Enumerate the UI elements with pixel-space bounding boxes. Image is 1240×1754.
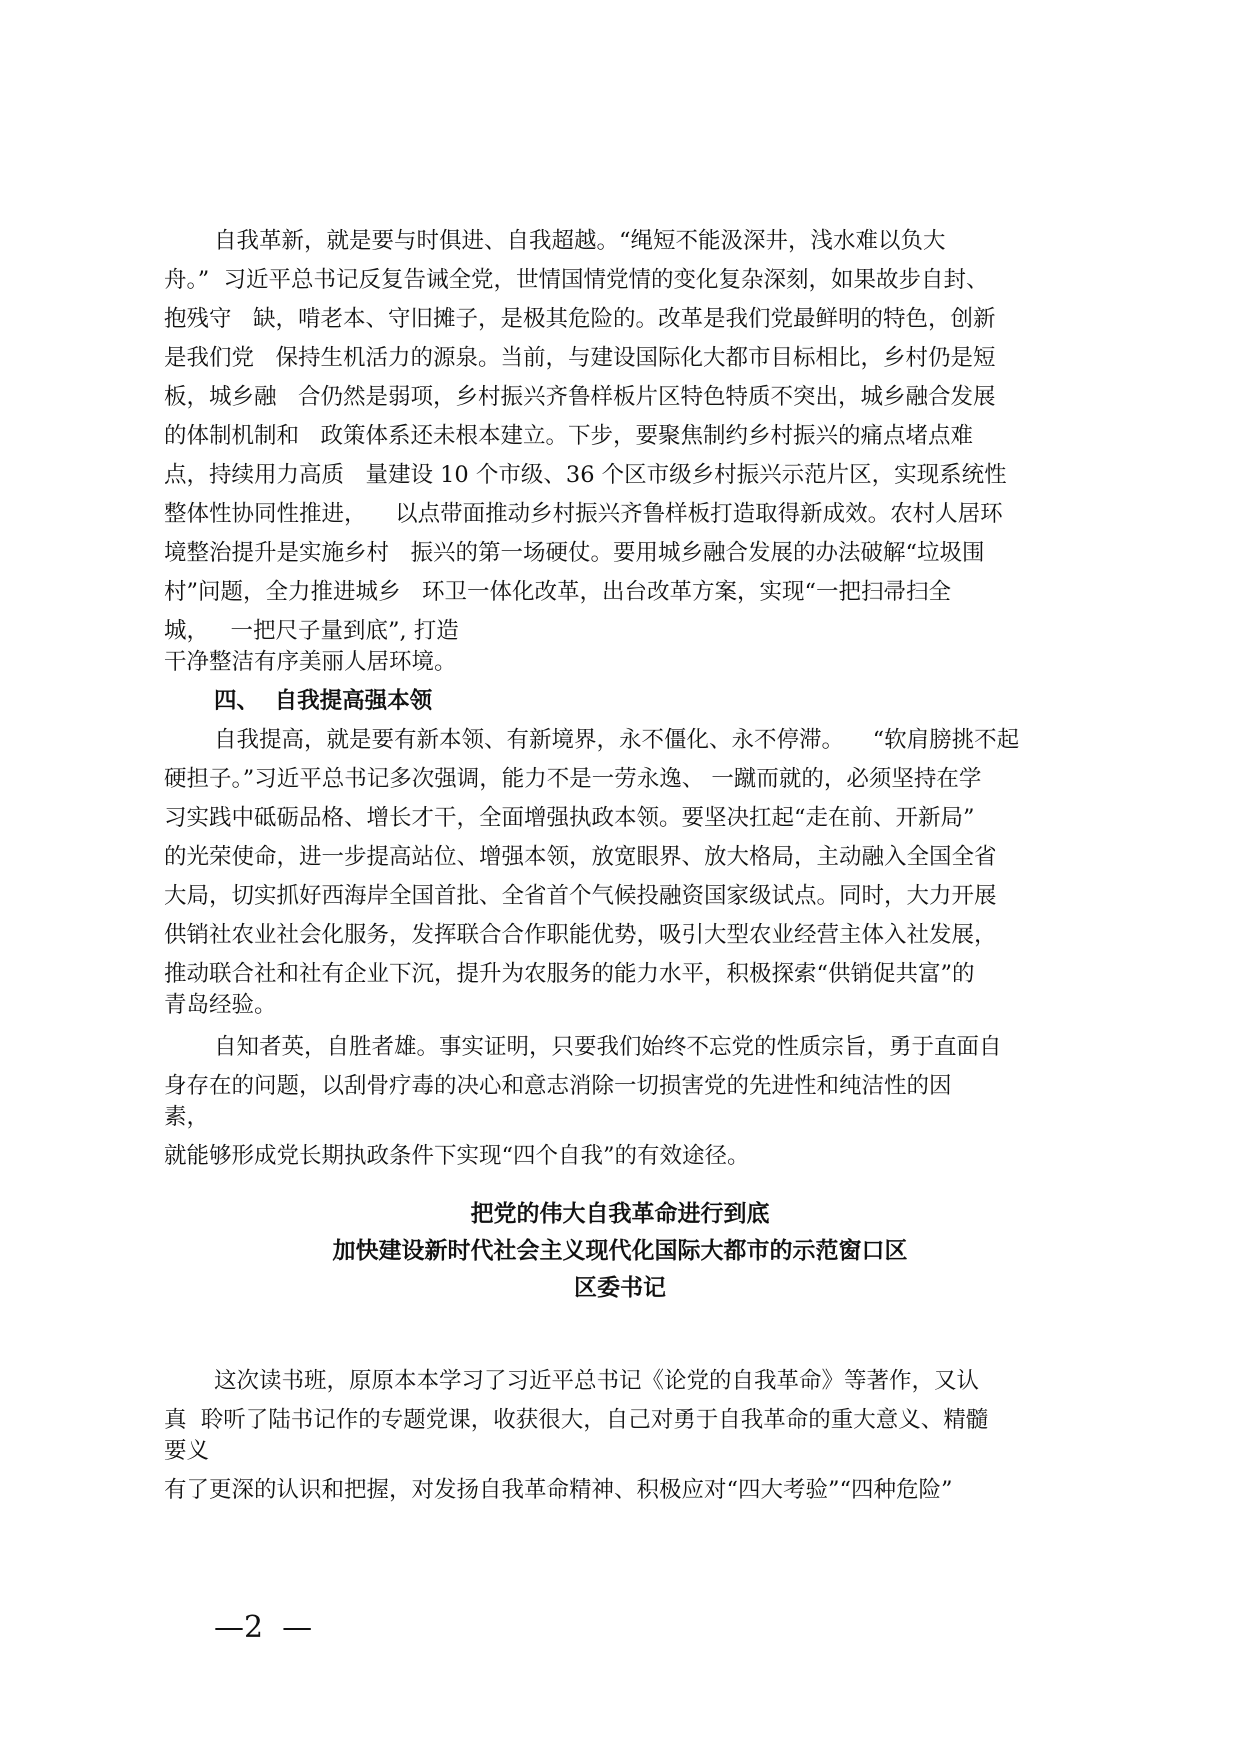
text-line: 真 聆听了陆书记作的专题党课，收获很大，自己对勇于自我革命的重大意义、精髓 (164, 1407, 989, 1433)
text-line: 供销社农业社会化服务，发挥联合合作职能优势，吸引大型农业经营主体入社发展， (164, 922, 997, 948)
text-line: 板，城乡融 合仍然是弱项，乡村振兴齐鲁样板片区特色特质不突出，城乡融合发展 (164, 384, 996, 410)
section4-heading: 四、 自我提高强本领 (214, 688, 433, 714)
text-line: 这次读书班，原原本本学习了习近平总书记《论党的自我革命》等著作，又认 (214, 1368, 980, 1394)
text-line: 推动联合社和社有企业下沉，提升为农服务的能力水平，积极探索“供销促共富”的 (164, 961, 975, 987)
text-line: 的体制机制和 政策体系还未根本建立。下步，要聚焦制约乡村振兴的痛点堵点难 (164, 423, 973, 449)
text-line: 青岛经验。 (164, 992, 277, 1018)
text-line: 有了更深的认识和把握，对发扬自我革命精神、积极应对“四大考验”“四种危险” (164, 1477, 953, 1503)
text-line: 舟。” 习近平总书记反复告诫全党，世情国情党情的变化复杂深刻，如果故步自封、 (164, 267, 989, 293)
text-line: 抱残守 缺，啃老本、守旧摊子，是极其危险的。改革是我们党最鲜明的特色，创新 (164, 306, 996, 332)
text-line: 的光荣使命，进一步提高站位、增强本领，放宽眼界、放大格局，主动融入全国全省 (164, 844, 997, 870)
text-line: 境整治提升是实施乡村 振兴的第一场硬仗。要用城乡融合发展的办法破解“垃圾围 (164, 540, 985, 566)
text-line: 村”问题，全力推进城乡 环卫一体化改革，出台改革方案，实现“一把扫帚扫全 (164, 579, 951, 605)
article-subtitle: 加快建设新时代社会主义现代化国际大都市的示范窗口区 (332, 1238, 908, 1264)
page-number: —2 — (214, 1610, 313, 1645)
text-line: 整体性协同性推进， 以点带面推动乡村振兴齐鲁样板打造取得新成效。农村人居环 (164, 501, 1003, 527)
text-line: 点，持续用力高质 量建设 10 个市级、36 个区市级乡村振兴示范片区，实现系统性 (164, 462, 1007, 488)
text-line: 就能够形成党长期执政条件下实现“四个自我”的有效途径。 (164, 1143, 750, 1169)
text-line: 城， 一把尺子量到底”, 打造 (164, 618, 459, 644)
article-author: 区委书记 (574, 1275, 666, 1301)
text-line: 干净整洁有序美丽人居环境。 (164, 649, 457, 675)
article-title: 把党的伟大自我革命进行到底 (470, 1201, 770, 1227)
text-line: 是我们党 保持生机活力的源泉。当前，与建设国际化大都市目标相比，乡村仍是短 (164, 345, 996, 371)
text-line: 自我提高，就是要有新本领、有新境界，永不僵化、永不停滞。 “软肩膀挑不起 (214, 727, 1020, 753)
text-line: 习实践中砥砺品格、增长才干，全面增强执政本领。要坚决扛起“走在前、开新局” (164, 805, 975, 831)
text-line: 素， (164, 1104, 210, 1130)
text-line: 大局，切实抓好西海岸全国首批、全省首个气候投融资国家级试点。同时，大力开展 (164, 883, 997, 909)
text-line: 硬担子。”习近平总书记多次强调，能力不是一劳永逸、 一蹴而就的，必须坚持在学 (164, 766, 982, 792)
text-line: 身存在的问题，以刮骨疗毒的决心和意志消除一切损害党的先进性和纯洁性的因 (164, 1073, 952, 1099)
text-line: 自我革新，就是要与时俱进、自我超越。“绳短不能汲深井，浅水难以负大 (214, 228, 946, 254)
text-line: 要义 (164, 1438, 210, 1464)
text-line: 自知者英，自胜者雄。事实证明，只要我们始终不忘党的性质宗旨，勇于直面自 (214, 1034, 1002, 1060)
